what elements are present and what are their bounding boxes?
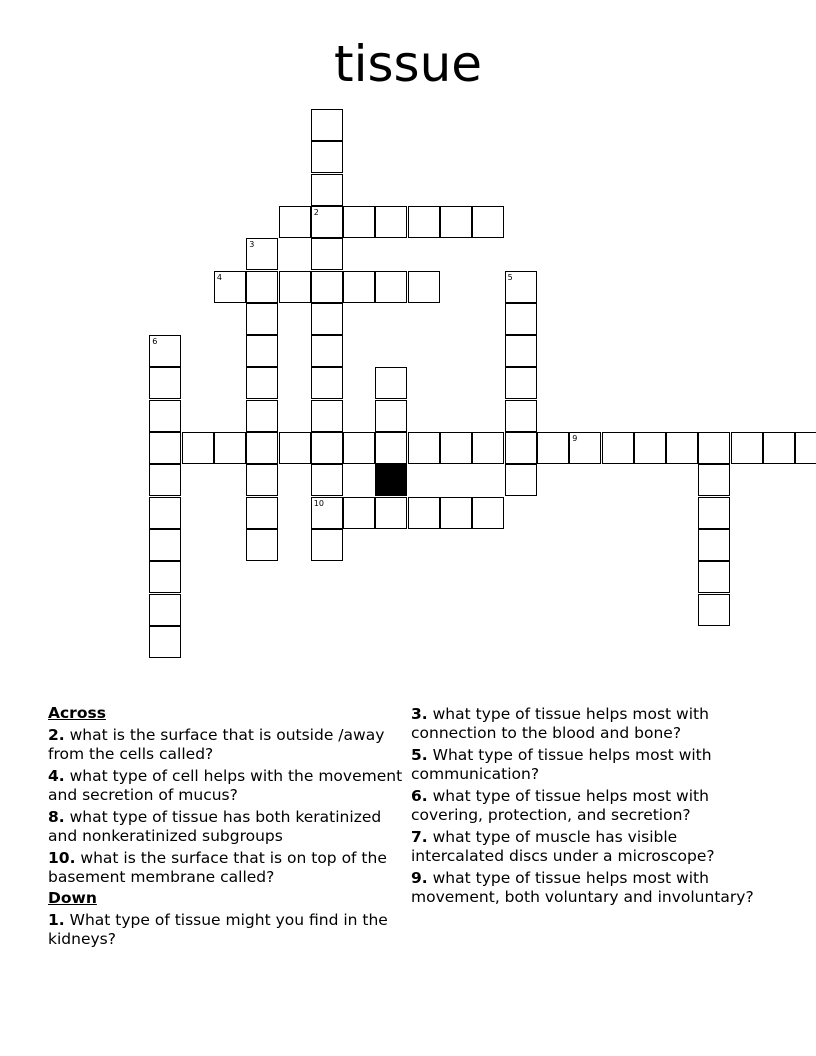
clue-number: 10 <box>313 498 324 508</box>
grid-cell[interactable] <box>505 400 537 432</box>
grid-cell[interactable] <box>246 271 278 303</box>
grid-cell[interactable] <box>311 238 343 270</box>
grid-cell[interactable] <box>505 367 537 399</box>
grid-cell[interactable] <box>246 529 278 561</box>
grid-cell[interactable] <box>149 626 181 658</box>
grid-cell[interactable] <box>311 303 343 335</box>
grid-cell[interactable] <box>246 303 278 335</box>
grid-cell[interactable] <box>311 141 343 173</box>
grid-cell[interactable] <box>149 464 181 496</box>
grid-cell[interactable] <box>246 432 278 464</box>
grid-cell[interactable] <box>731 432 763 464</box>
grid-cell[interactable] <box>149 594 181 626</box>
grid-cell[interactable] <box>375 206 407 238</box>
grid-cell[interactable] <box>408 206 440 238</box>
grid-cell[interactable] <box>440 497 472 529</box>
clue-number: 9 <box>572 434 578 443</box>
grid-cell[interactable] <box>666 432 698 464</box>
down-clue-1: 1. What type of tissue might you find in the kidneys? <box>48 911 388 948</box>
grid-cell[interactable] <box>408 432 440 464</box>
grid-cell[interactable] <box>472 497 504 529</box>
grid-cell[interactable] <box>505 303 537 335</box>
grid-cell[interactable] <box>311 174 343 206</box>
grid-cell[interactable] <box>375 497 407 529</box>
grid-cell[interactable] <box>311 109 343 141</box>
clue-number: 3 <box>249 240 255 250</box>
grid-cell[interactable] <box>505 432 537 464</box>
down-clue-9: 9. what type of tissue helps most with movement, both voluntary and involuntary? <box>411 869 754 906</box>
grid-cell[interactable] <box>311 271 343 303</box>
grid-cell[interactable] <box>279 206 311 238</box>
grid-cell[interactable] <box>149 335 181 367</box>
grid-cell[interactable] <box>246 464 278 496</box>
grid-cell[interactable] <box>440 432 472 464</box>
grid-cell[interactable] <box>311 367 343 399</box>
grid-cell[interactable] <box>279 432 311 464</box>
grid-cell[interactable] <box>408 497 440 529</box>
grid-cell[interactable] <box>440 206 472 238</box>
grid-cell[interactable] <box>505 335 537 367</box>
grid-cell[interactable] <box>311 497 343 529</box>
down-clue-3: 3. what type of tissue helps most with connection to the blood and bone? <box>411 705 709 742</box>
down-clue-7: 7. what type of muscle has visible intercalated discs under a microscope? <box>411 828 715 865</box>
grid-cell[interactable] <box>246 335 278 367</box>
grid-cell[interactable] <box>214 271 246 303</box>
grid-cell[interactable] <box>472 432 504 464</box>
grid-cell[interactable] <box>279 271 311 303</box>
grid-cell[interactable] <box>698 594 730 626</box>
grid-cell[interactable] <box>375 367 407 399</box>
grid-cell[interactable] <box>343 206 375 238</box>
grid-cell[interactable] <box>505 464 537 496</box>
grid-cell[interactable] <box>311 529 343 561</box>
grid-cell[interactable] <box>214 432 246 464</box>
down-heading: Down <box>48 889 97 907</box>
across-clue-8: 8. what type of tissue has both keratinized and nonkeratinized subgroups <box>48 808 382 845</box>
down-clue-6: 6. what type of tissue helps most with covering, protection, and secretion? <box>411 787 709 824</box>
grid-cell[interactable] <box>149 367 181 399</box>
grid-cell[interactable] <box>634 432 666 464</box>
grid-cell[interactable] <box>149 400 181 432</box>
grid-cell[interactable] <box>375 432 407 464</box>
grid-cell[interactable] <box>246 367 278 399</box>
puzzle-title: tissue <box>333 35 483 93</box>
grid-cell[interactable] <box>763 432 795 464</box>
grid-cell[interactable] <box>795 432 816 464</box>
grid-cell[interactable] <box>149 529 181 561</box>
grid-cell[interactable] <box>311 400 343 432</box>
clue-number: 2 <box>313 207 319 217</box>
grid-cell[interactable] <box>311 206 343 238</box>
grid-cell[interactable] <box>182 432 214 464</box>
grid-cell[interactable] <box>472 206 504 238</box>
grid-cell[interactable] <box>246 238 278 270</box>
grid-cell[interactable] <box>149 561 181 593</box>
across-clue-10: 10. what is the surface that is on top of the basement membrane called? <box>48 849 387 886</box>
grid-cell[interactable] <box>246 497 278 529</box>
grid-cell[interactable] <box>343 432 375 464</box>
clues-left-column <box>48 702 408 949</box>
grid-cell[interactable] <box>149 497 181 529</box>
grid-cell[interactable] <box>375 271 407 303</box>
grid-cell[interactable] <box>698 464 730 496</box>
grid-cell[interactable] <box>698 561 730 593</box>
grid-cell[interactable] <box>602 432 634 464</box>
grid-cell[interactable] <box>311 464 343 496</box>
black-square <box>375 464 407 496</box>
across-heading: Across <box>48 704 106 722</box>
grid-cell[interactable] <box>408 271 440 303</box>
grid-cell[interactable] <box>698 432 730 464</box>
grid-cell[interactable] <box>698 497 730 529</box>
grid-cell[interactable] <box>537 432 569 464</box>
across-clue-2: 2. what is the surface that is outside /away from the cells called? <box>48 726 385 763</box>
clue-number: 5 <box>507 272 513 282</box>
grid-cell[interactable] <box>698 529 730 561</box>
down-clue-5: 5. What type of tissue helps most with communication? <box>411 746 712 783</box>
grid-cell[interactable] <box>311 432 343 464</box>
clues-right-column <box>411 702 771 907</box>
grid-cell[interactable] <box>505 271 537 303</box>
across-clue-4: 4. what type of cell helps with the movement and secretion of mucus? <box>48 767 403 804</box>
grid-cell[interactable] <box>246 400 278 432</box>
grid-cell[interactable] <box>343 271 375 303</box>
grid-cell[interactable] <box>375 400 407 432</box>
grid-cell[interactable] <box>311 335 343 367</box>
grid-cell[interactable] <box>149 432 181 464</box>
grid-cell[interactable] <box>569 432 601 464</box>
clue-number: 4 <box>216 272 222 282</box>
grid-cell[interactable] <box>343 497 375 529</box>
clue-number: 6 <box>152 337 158 347</box>
